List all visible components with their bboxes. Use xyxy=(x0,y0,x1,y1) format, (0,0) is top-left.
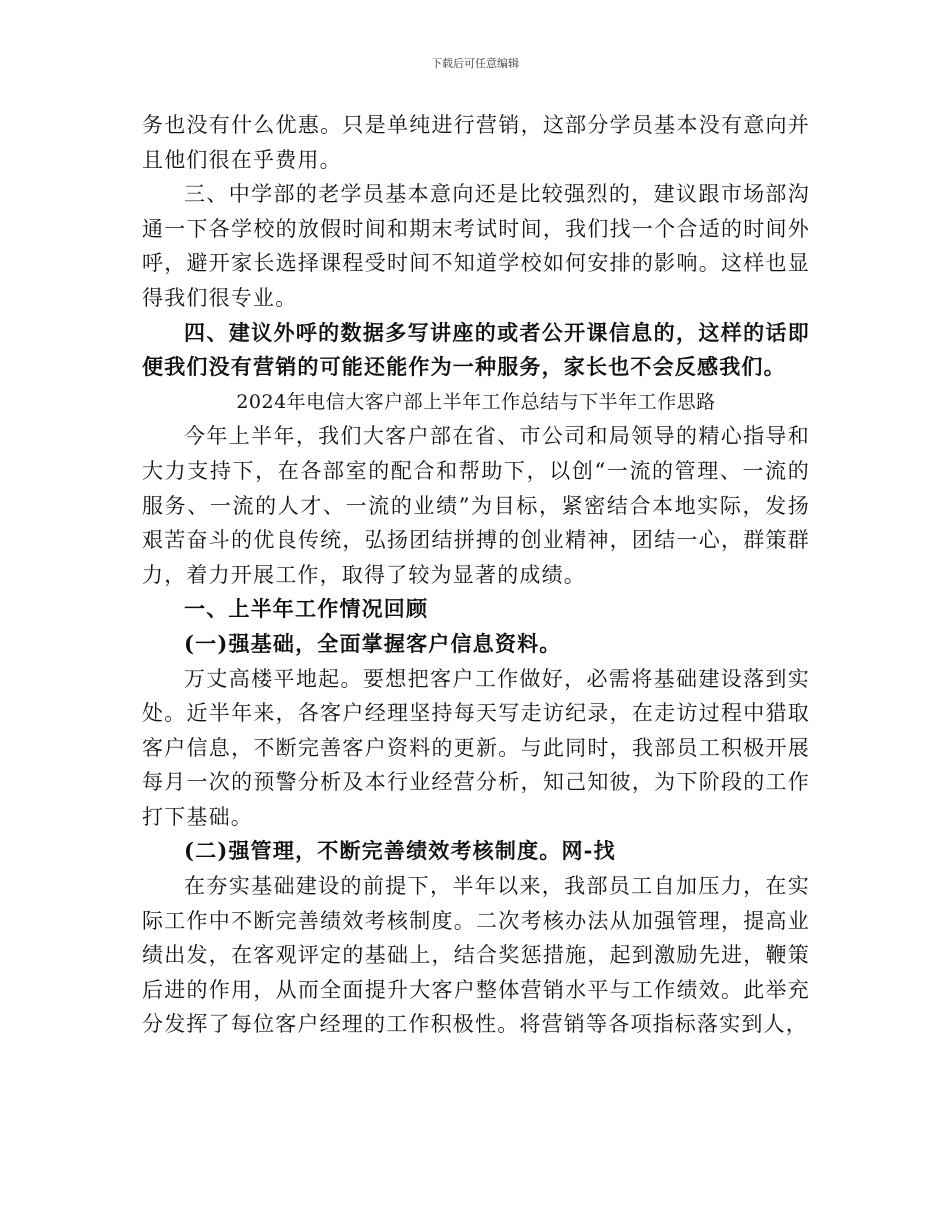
paragraph-intro: 今年上半年，我们大客户部在省、市公司和局领导的精心指导和大力支持下，在各部室的配合和帮助下，以创“一流的管理、一流的服务、一流的人才、一流的业绩”为目标，紧密结合本地实际，发扬艰苦奋斗的优良传统，弘扬团结拼搏的创业精神，团结一心，群策群力，着力开展工作，取得了较为显著的成绩。 xyxy=(142,424,810,587)
page-header-note: 下载后可任意编辑 xyxy=(431,57,519,70)
paragraph-point-four: 四、建议外呼的数据多写讲座的或者公开课信息的，这样的话即便我们没有营销的可能还能作为一种服务，家长也不会反感我们。 xyxy=(142,319,810,380)
paragraph-foundation: 万丈高楼平地起。要想把客户工作做好，必需将基础建设落到实处。近半年来，各客户经理坚持每天写走访纪录，在走访过程中猎取客户信息，不断完善客户资料的更新。与此同时，我部员工积极开展每月一次的预警分析及本行业经营分析，知己知彼，为下阶段的工作打下基础。 xyxy=(142,666,810,829)
section-heading-review: 一、上半年工作情况回顾 xyxy=(184,596,429,622)
document-body xyxy=(142,108,810,1042)
subsection-heading-management: (二)强管理，不断完善绩效考核制度。网-找 xyxy=(184,838,616,864)
paragraph-management: 在夯实基础建设的前提下，半年以来，我部员工自加压力，在实际工作中不断完善绩效考核制度。二次考核办法从加强管理，提高业绩出发，在客观评定的基础上，结合奖惩措施，起到激励先进，鞭策后进的作用，从而全面提升大客户整体营销水平与工作绩效。此举充分发挥了每位客户经理的工作积极性。将营销等各项指标落实到人， xyxy=(142,874,810,1037)
subsection-heading-foundation: (一)强基础，全面掌握客户信息资料。 xyxy=(184,630,562,656)
document-title: 2024年电信大客户部上半年工作总结与下半年工作思路 xyxy=(236,390,716,413)
paragraph-continuation: 务也没有什么优惠。只是单纯进行营销，这部分学员基本没有意向并且他们很在乎费用。 xyxy=(142,113,810,172)
paragraph-point-three: 三、中学部的老学员基本意向还是比较强烈的，建议跟市场部沟通一下各学校的放假时间和期末考试时间，我们找一个合适的时间外呼，避开家长选择课程受时间不知道学校如何安排的影响。这样也显得我们很专业。 xyxy=(142,182,810,310)
